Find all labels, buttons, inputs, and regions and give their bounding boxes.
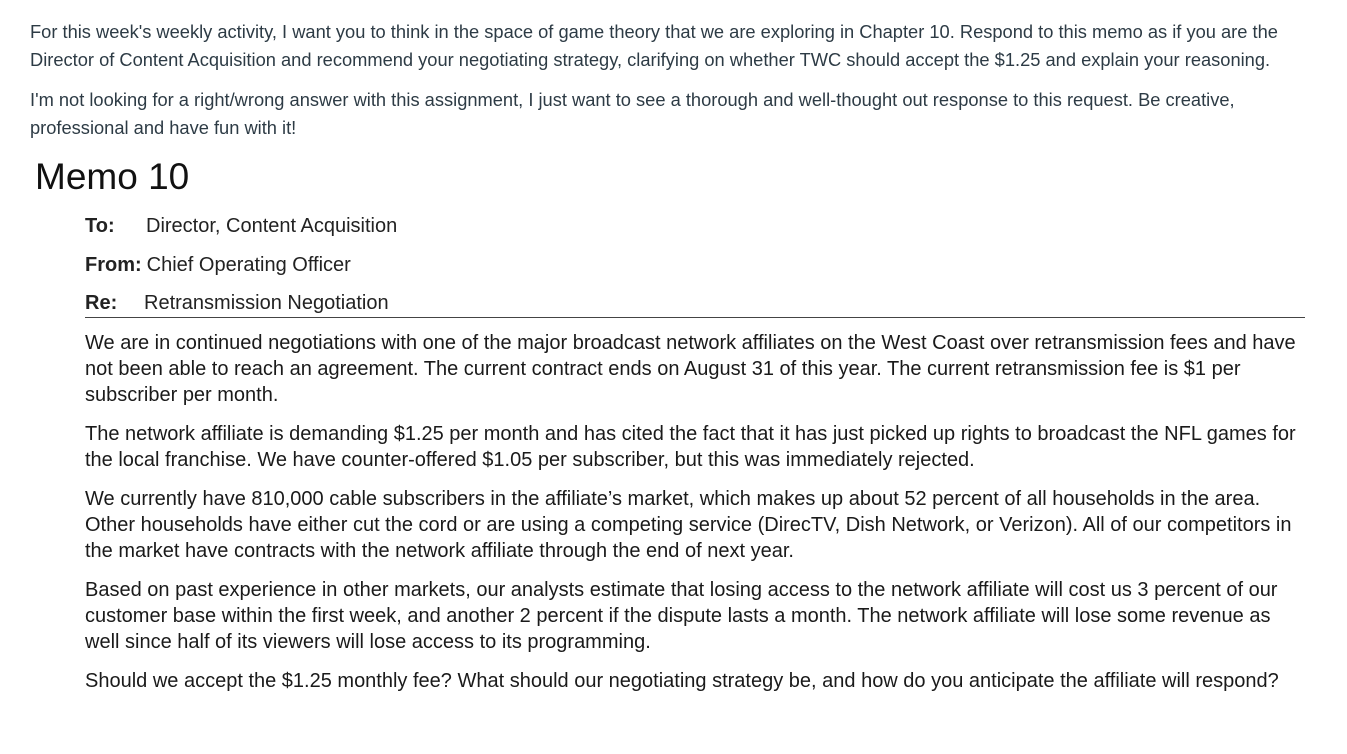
memo-title: Memo 10 (35, 156, 190, 197)
instructions-paragraph-1: For this week's weekly activity, I want you to think in the space of game theory that we are exploring in Chapter 10. Respond to this memo as if you are the Director of Content Acquisition and recommend your negotiating strategy, clarifying on whether TWC should accept the $1.25 and explain your reasoning. (30, 21, 1278, 70)
memo-question: Should we accept the $1.25 monthly fee? What should our negotiating strategy be, and how do you anticipate the affiliate will respond? (85, 670, 1279, 692)
memo-paragraph: We are in continued negotiations with one of the major broadcast network affiliates on the West Coast over retransmission fees and have not been able to reach an agreement. The current contract ends on August 31 of this year. The current retransmission fee is $1 per subscriber per month. (85, 332, 1296, 406)
memo-to-row (85, 212, 1305, 251)
memo-from-value: Chief Operating Officer (146, 253, 351, 276)
instructions-paragraph-2: I'm not looking for a right/wrong answer with this assignment, I just want to see a thorough and well-thought out response to this request. Be creative, professional and have fun with it! (30, 89, 1235, 138)
memo-header-divider (85, 317, 1305, 318)
memo-paragraph: The network affiliate is demanding $1.25 per month and has cited the fact that it has just picked up rights to broadcast the NFL games for the local franchise. We have counter-offered $1.05 per subscriber, but this was immediately rejected. (85, 423, 1296, 471)
memo-re-row (85, 289, 1305, 328)
memo-header (85, 212, 1305, 328)
memo-to-value: Director, Content Acquisition (146, 215, 398, 237)
assignment-instructions (30, 18, 1320, 154)
memo-to-label: To: (85, 215, 115, 237)
memo-paragraph: We currently have 810,000 cable subscribers in the affiliate’s market, which makes up about 52 percent of all households in the area. Other households have either cut the cord or are using a competing service (DirecTV, Dish Network, or Verizon). All of our competitors in the market have contracts with the network affiliate through the end of next year. (85, 488, 1292, 562)
memo-re-value: Retransmission Negotiation (144, 292, 389, 314)
memo-from-row (85, 251, 1305, 290)
memo-re-label: Re: (85, 292, 118, 314)
memo-body (85, 330, 1310, 707)
memo-from-label: From: (85, 253, 142, 276)
memo-paragraph: Based on past experience in other markets, our analysts estimate that losing access to the network affiliate will cost us 3 percent of our customer base within the first week, and another 2 percent if the dispute lasts a month. The network affiliate will lose some revenue as well since half of its viewers will lose access to its programming. (85, 579, 1278, 653)
